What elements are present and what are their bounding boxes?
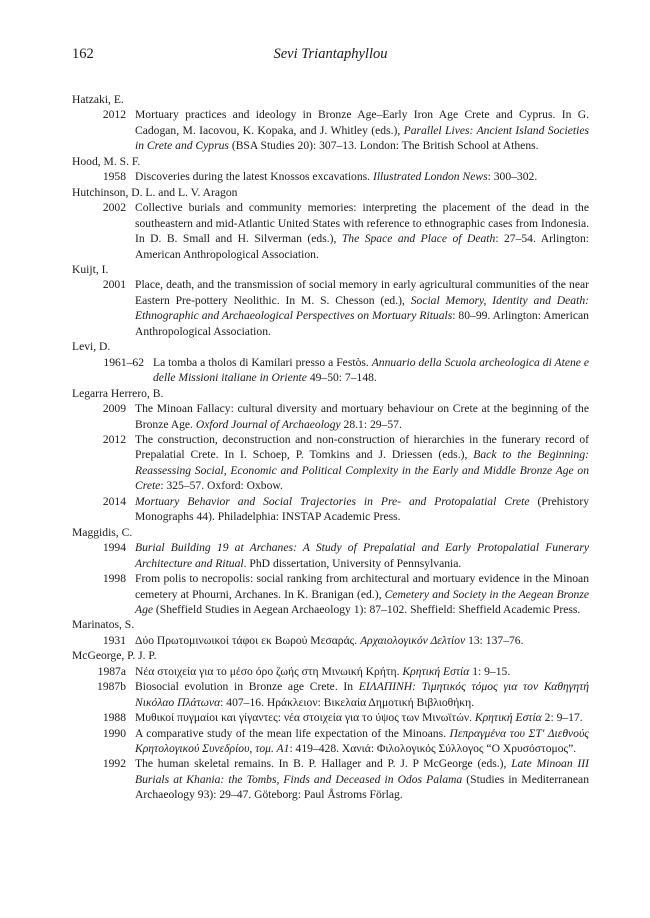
reference-title-italic: Κρητική Εστία bbox=[402, 664, 470, 678]
reference-text bbox=[135, 494, 589, 525]
reference-text-span: (BSA Studies 20): 307–13. London: The British School at Athens. bbox=[228, 139, 539, 153]
reference-year: 1988 bbox=[102, 711, 126, 725]
reference-title-italic: Πεπραγμένα του ΣΤ' Διεθνούς Κρητολογικού Συνεδρίου, τομ. Α1 bbox=[135, 726, 589, 756]
reference-text bbox=[135, 169, 589, 184]
reference-text-span: 28.1: 29–57. bbox=[340, 417, 402, 431]
reference-text-span: La tomba a tholos di Kamilari presso a Festòs. bbox=[153, 355, 372, 369]
reference-year: 1987b bbox=[97, 680, 126, 694]
reference-text-span: . PhD dissertation, University of Pennsylvania. bbox=[243, 556, 462, 570]
reference-year: 1958 bbox=[102, 170, 126, 184]
reference-author: Levi, D. bbox=[72, 340, 111, 354]
reference-text-span: 49–50: 7–148. bbox=[306, 371, 377, 385]
reference-author: Hood, M. S. F. bbox=[72, 154, 141, 168]
reference-text-span: Μυθικοί πυγμαίοι και γίγαντες: νέα στοιχεία για το ύψος των Μινωϊτών. bbox=[135, 711, 475, 725]
reference-year: 2001 bbox=[102, 278, 126, 292]
reference-text bbox=[135, 540, 589, 571]
reference-author: Maggidis, C. bbox=[72, 525, 133, 539]
reference-text-span: Place, death, and the transmission of social memory in early agricultural communities of the near Eastern Pre-pottery Neolithic. In M. S. Chesson (ed.), bbox=[135, 278, 589, 307]
reference-title-italic: The Space and Place of Death bbox=[341, 232, 496, 246]
reference-entry bbox=[72, 432, 589, 494]
reference-title-italic: Back to the Beginning: Reassessing Social, Economic and Political Complexity in the Early and Middle Bronze Age on Crete bbox=[135, 448, 589, 493]
reference-entry bbox=[72, 726, 589, 757]
reference-entry bbox=[72, 710, 589, 725]
reference-text-span: Collective burials and community memories: interpreting the placement of the dead in the southeastern and mid-Atlantic United States with reference to ethnographic cases from Indonesia. In D. B. Small and H. Silverman (eds.), bbox=[135, 201, 589, 246]
reference-text bbox=[135, 679, 589, 710]
reference-entry bbox=[72, 277, 589, 339]
reference-title-italic: Κρητική Εστία bbox=[474, 711, 542, 725]
reference-author: Hatzaki, E. bbox=[72, 93, 124, 106]
reference-text-span: : 27–54. Arlington: American Anthropological Association. bbox=[135, 232, 589, 261]
reference-text-span: Biosocial evolution in Bronze age Crete. In bbox=[135, 680, 359, 694]
reference-text bbox=[135, 432, 589, 494]
reference-author: McGeorge, P. J. P. bbox=[72, 649, 157, 663]
reference-year: 2012 bbox=[102, 108, 126, 122]
reference-text-span: 13: 137–76. bbox=[465, 633, 524, 647]
reference-text bbox=[135, 401, 589, 432]
reference-text bbox=[135, 726, 589, 757]
reference-author: Legarra Herrero, B. bbox=[72, 386, 164, 400]
reference-year: 2014 bbox=[102, 494, 126, 508]
reference-text-span: From polis to necropolis: social ranking from architectural and mortuary evidence in the Minoan cemetery at Phourni, Archanes. In K. Branigan (ed.), bbox=[135, 572, 589, 601]
reference-text bbox=[135, 277, 589, 339]
reference-year: 1961–62 bbox=[103, 355, 144, 369]
reference-title-italic: Parallel Lives: Ancient Island Societies in Crete and Cyprus bbox=[135, 123, 589, 153]
reference-text-span: Δύο Πρωτομινωικοί τάφοι εκ Βωρού Μεσαράς. bbox=[135, 633, 361, 647]
reference-entry bbox=[72, 633, 589, 648]
reference-text-span: Discoveries during the latest Knossos excavations. bbox=[135, 170, 373, 184]
reference-text-span: The human skeletal remains. In B. P. Hallager and P. J. P McGeorge (eds.), bbox=[135, 757, 512, 771]
reference-text-span: : 407–16. Ηράκλειον: Βικελαία Δημοτική Βιβλιοθήκη. bbox=[220, 695, 475, 709]
reference-text bbox=[153, 355, 589, 386]
reference-title-italic: Cemetery and Society in the Aegean Bronze Age bbox=[135, 587, 590, 616]
reference-text-span: A comparative study of the mean life expectation of the Minoans. bbox=[135, 726, 450, 740]
reference-text-span: The construction, deconstruction and non-construction of hierarchies in the funerary record of Prepalatial Crete. In I. Schoep, P. Tomkins and J. Driessen (eds.), bbox=[135, 432, 589, 462]
reference-title-italic: ΕΙΛΑΠΙΝΗ: Τιμητικός τόμος για τον Καθηγητή Νικόλαο Πλάτωνα bbox=[135, 680, 589, 709]
reference-text bbox=[135, 710, 589, 725]
reference-title-italic: Burial Building 19 at Archanes: A Study of Prepalatial and Early Protopalatial Funerary Architecture and Ritual bbox=[135, 541, 589, 570]
reference-entry bbox=[72, 679, 589, 710]
reference-year: 2002 bbox=[102, 201, 126, 215]
reference-text bbox=[135, 756, 589, 802]
reference-entry bbox=[72, 571, 589, 617]
bibliography bbox=[72, 92, 589, 803]
reference-text-span: (Sheffield Studies in Aegean Archaeology 1): 87–102. Sheffield: Sheffield Academic Press. bbox=[153, 602, 581, 616]
reference-title-italic: Annuario della Scuola archeologica di Atene e delle Missioni italiane in Oriente bbox=[153, 355, 590, 385]
reference-entry bbox=[72, 664, 589, 679]
reference-author: Kuijt, I. bbox=[72, 262, 109, 276]
reference-text-span: Mortuary practices and ideology in Bronze Age–Early Iron Age Crete and Cyprus. In G. Cadogan, M. Iacovou, K. Kopaka, and J. Whitley (eds.), bbox=[135, 108, 589, 137]
reference-year: 2009 bbox=[102, 402, 126, 416]
reference-text-span: : 325–57. Oxford: Oxbow. bbox=[160, 479, 283, 493]
reference-text bbox=[135, 633, 589, 648]
reference-entry bbox=[72, 401, 589, 432]
reference-entry bbox=[72, 169, 589, 184]
reference-text bbox=[135, 571, 589, 617]
reference-year: 1990 bbox=[102, 726, 126, 740]
reference-text bbox=[135, 200, 589, 262]
reference-text-span: 2: 9–17. bbox=[541, 711, 583, 725]
reference-entry bbox=[72, 540, 589, 571]
reference-text-span: (Prehistory Monographs 44). Philadelphia: INSTAP Academic Press. bbox=[135, 494, 590, 524]
reference-entry bbox=[72, 200, 589, 262]
reference-text-span: (Studies in Mediterranean Archaeology 93): 29–47. Göteborg: Paul Åstroms Förlag. bbox=[135, 772, 590, 802]
reference-title-italic: Αρχαιολογικόν Δελτίον bbox=[360, 633, 466, 647]
reference-title-italic: Oxford Journal of Archaeology bbox=[195, 417, 341, 431]
reference-year: 1992 bbox=[102, 757, 126, 771]
reference-entry bbox=[72, 355, 589, 386]
running-header bbox=[72, 45, 589, 63]
reference-text bbox=[135, 664, 589, 679]
reference-entry bbox=[72, 107, 589, 153]
reference-title-italic: Mortuary Behavior and Social Trajectories in Pre- and Protopalatial Crete bbox=[135, 494, 530, 508]
reference-title-italic: Illustrated London News bbox=[372, 170, 488, 184]
reference-text bbox=[135, 107, 589, 153]
reference-text-span: : 80–99. Arlington: American Anthropological Association. bbox=[135, 309, 589, 338]
reference-title-italic: Late Minoan III Burials at Khania: the Tombs, Finds and Deceased in Odos Palama bbox=[135, 757, 589, 786]
reference-text-span: : 300–302. bbox=[487, 170, 538, 184]
reference-author: Hutchinson, D. L. and L. V. Aragon bbox=[72, 185, 238, 199]
reference-text-span: : 419–428. Χανιά: Φιλολογικός Σύλλογος “Ο Χρυσόστομος”. bbox=[289, 742, 577, 756]
reference-year: 1931 bbox=[102, 633, 126, 647]
reference-text-span: The Minoan Fallacy: cultural diversity and mortuary behaviour on Crete at the beginning of the Bronze Age. bbox=[135, 402, 589, 431]
reference-entry bbox=[72, 494, 589, 525]
reference-year: 1987a bbox=[97, 664, 126, 678]
reference-year: 1998 bbox=[102, 572, 126, 586]
reference-title-italic: Social Memory, Identity and Death: Ethnographic and Archaeological Perspectives on Mortuary Rituals bbox=[135, 293, 589, 323]
running-title: Sevi Triantaphyllou bbox=[273, 46, 388, 62]
reference-entry bbox=[72, 756, 589, 802]
reference-text-span: 1: 9–15. bbox=[469, 664, 511, 678]
reference-text-span: Νέα στοιχεία για το μέσο όρο ζωής στη Μινωική Κρήτη. bbox=[135, 664, 403, 678]
page-number: 162 bbox=[72, 46, 94, 62]
reference-year: 2012 bbox=[102, 432, 126, 446]
reference-year: 1994 bbox=[102, 541, 126, 555]
reference-author: Marinatos, S. bbox=[72, 618, 135, 632]
